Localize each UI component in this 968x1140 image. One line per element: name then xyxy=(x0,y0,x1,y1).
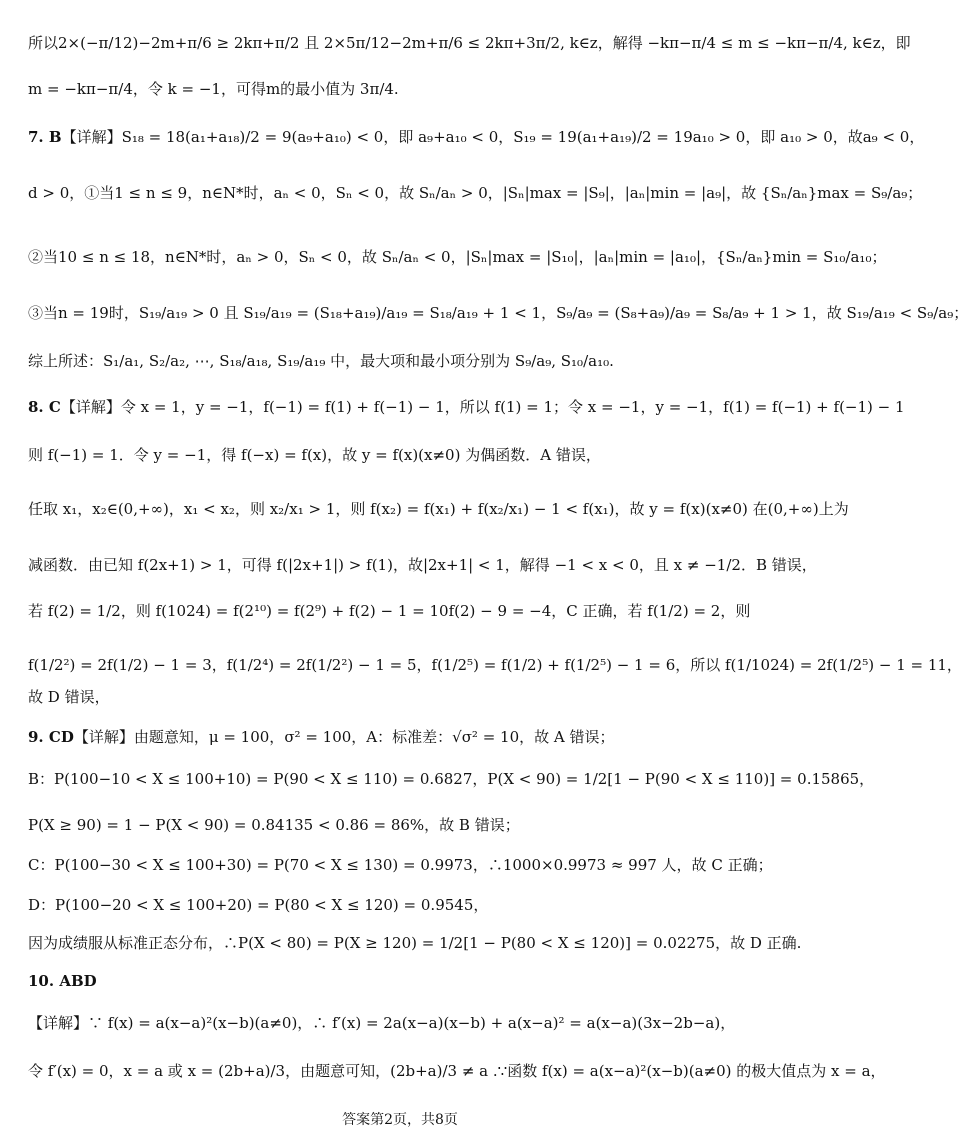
question-9-line xyxy=(28,728,778,746)
text-line: 【详解】令 x = 1，y = −1，f(−1) = f(1) + f(−1) − 1，所以 f(1) = 1；令 x = −1，y = −1，f(1) = f(−1) + f(−1) − 1 xyxy=(60,398,905,416)
text-line: 【详解】由题意知，μ = 100，σ² = 100，A：标准差：√σ² = 10，故 A 错误； xyxy=(73,728,615,746)
text-line: 任取 x₁，x₂∈(0,+∞)，x₁ < x₂，则 x₂/x₁ > 1，则 f(x₂) = f(x₁) + f(x₂/x₁) − 1 < f(x₁)，故 y = f(x)(x≠0) 在(0,+∞)上为 xyxy=(28,500,849,518)
answer-label: 9. CD xyxy=(28,728,74,746)
text-line: 【详解】S₁₈ = 18(a₁+a₁₈)/2 = 9(a₉+a₁₀) < 0，即 a₉+a₁₀ < 0，S₁₉ = 19(a₁+a₁₉)/2 = 19a₁₀ > 0，即 a₁₀ > 0，故a₉ < 0， xyxy=(61,128,925,146)
text-line: C：P(100−30 < X ≤ 100+30) = P(70 < X ≤ 130) = 0.9973，∴1000×0.9973 ≈ 997 人，故 C 正确； xyxy=(28,856,773,874)
question-7-line xyxy=(28,128,925,146)
question-8-line xyxy=(28,398,905,416)
text-line: P(X ≥ 90) = 1 − P(X < 90) = 0.84135 < 0.86 = 86%，故 B 错误； xyxy=(28,816,520,834)
text-line: 综上所述：S₁/a₁, S₂/a₂, ⋯, S₁₈/a₁₈, S₁₉/a₁₉ 中，最大项和最小项分别为 S₉/a₉, S₁₀/a₁₀. xyxy=(28,352,614,370)
text-line: 因为成绩服从标准正态分布，∴P(X < 80) = P(X ≥ 120) = 1/2[1 − P(80 < X ≤ 120)] = 0.02275，故 D 正确. xyxy=(28,934,802,952)
text-line: 令 f′(x) = 0，x = a 或 x = (2b+a)/3，由题意可知，(2b+a)/3 ≠ a .∵函数 f(x) = a(x−a)²(x−b)(a≠0) 的极大值点为 x = a， xyxy=(28,1062,886,1080)
text-line: m = −kπ−π/4，令 k = −1，可得m的最小值为 3π/4. xyxy=(28,80,399,98)
text-line: ③当n = 19时，S₁₉/a₁₉ > 0 且 S₁₉/a₁₉ = (S₁₈+a₁₉)/a₁₉ = S₁₈/a₁₉ + 1 < 1，S₉/a₉ = (S₈+a₉)/a₉ = S₈/a₉ + 1 > 1，故 S₁₉/a₁₉ < S₉/a₉； xyxy=(28,304,968,322)
text-line: 减函数．由已知 f(2x+1) > 1，可得 f(|2x+1|) > f(1)，故|2x+1| < 1，解得 −1 < x < 0，且 x ≠ −1/2．B 错误， xyxy=(28,556,817,574)
text-line: f(1/2²) = 2f(1/2) − 1 = 3，f(1/2⁴) = 2f(1/2²) − 1 = 5，f(1/2⁵) = f(1/2) + f(1/2⁵) − 1 = 6，所以 f(1/1024) = 2f(1/2⁵) − 1 = 11， xyxy=(28,656,962,674)
answer-label: 7. B xyxy=(28,128,62,146)
text-line: 则 f(−1) = 1．令 y = −1，得 f(−x) = f(x)，故 y = f(x)(x≠0) 为偶函数．A 错误， xyxy=(28,446,601,464)
text-line: ②当10 ≤ n ≤ 18，n∈N*时，aₙ > 0，Sₙ < 0，故 Sₙ/aₙ < 0，|Sₙ|max = |S₁₀|，|aₙ|min = |a₁₀|，{Sₙ/aₙ}min = S₁₀/a₁₀； xyxy=(28,248,887,266)
answer-label: 8. C xyxy=(28,398,61,416)
text-line: 【详解】∵ f(x) = a(x−a)²(x−b)(a≠0)，∴ f′(x) = 2a(x−a)(x−b) + a(x−a)² = a(x−a)(3x−2b−a)， xyxy=(28,1014,736,1032)
text-line: D：P(100−20 < X ≤ 100+20) = P(80 < X ≤ 120) = 0.9545， xyxy=(28,896,489,914)
question-10-label: 10. ABD xyxy=(28,972,97,990)
text-line: d > 0，①当1 ≤ n ≤ 9，n∈N*时，aₙ < 0，Sₙ < 0，故 Sₙ/aₙ > 0，|Sₙ|max = |S₉|，|aₙ|min = |a₉|，故 {Sₙ/aₙ}max = S₉/a₉； xyxy=(28,184,923,202)
page-footer: 答案第2页，共8页 xyxy=(342,1112,458,1128)
text-line: 故 D 错误， xyxy=(28,688,110,706)
text-line: B：P(100−10 < X ≤ 100+10) = P(90 < X ≤ 110) = 0.6827，P(X < 90) = 1/2[1 − P(90 < X ≤ 110)] = 0.15865， xyxy=(28,770,875,788)
text-line: 若 f(2) = 1/2，则 f(1024) = f(2¹⁰) = f(2⁹) + f(2) − 1 = 10f(2) − 9 = −4，C 正确，若 f(1/2) = 2，则 xyxy=(28,602,751,620)
text-line: 所以2×(−π/12)−2m+π/6 ≥ 2kπ+π/2 且 2×5π/12−2m+π/6 ≤ 2kπ+3π/2, k∈z，解得 −kπ−π/4 ≤ m ≤ −kπ−π/4, k∈z，即 xyxy=(28,34,911,52)
